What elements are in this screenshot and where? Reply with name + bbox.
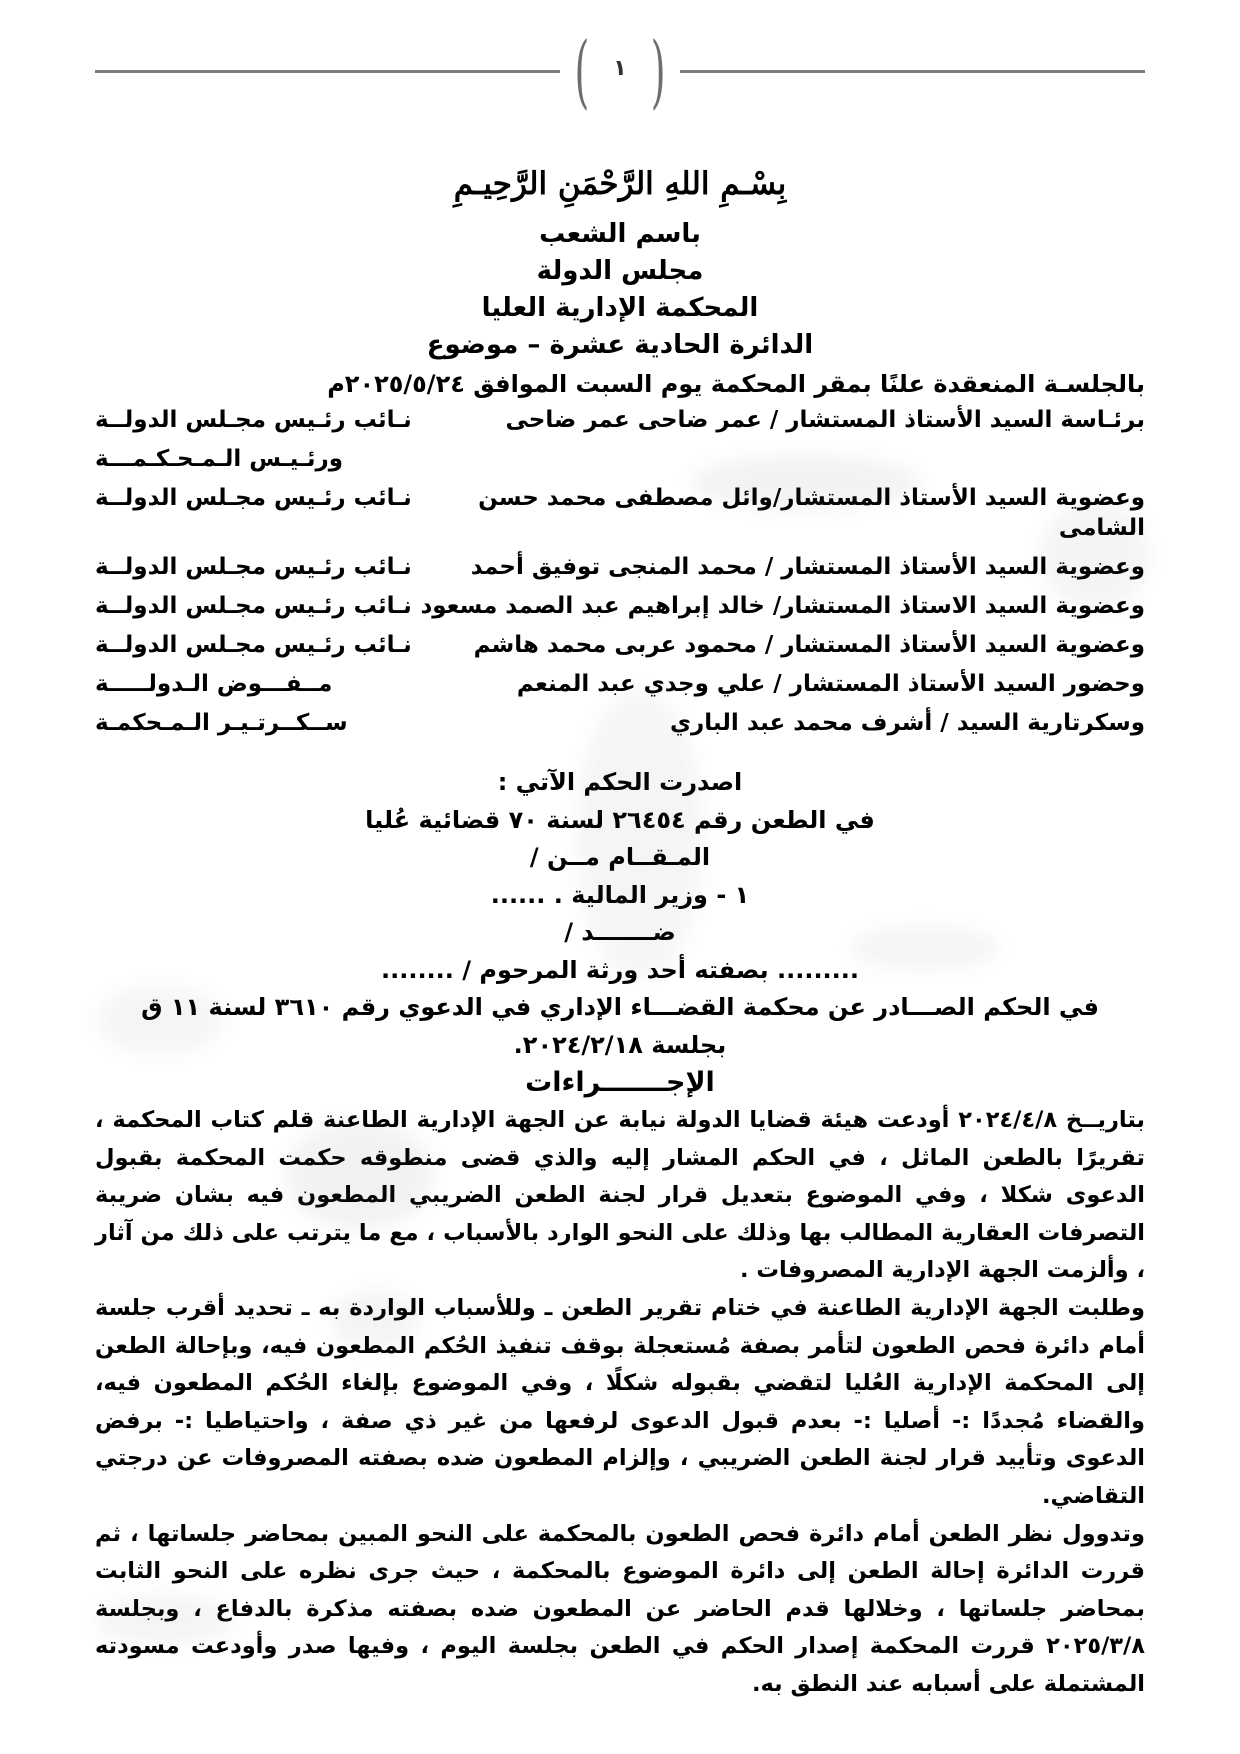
basmala: بِسْـمِ اللهِ الرَّحْمَنِ الرَّحِيـمِ xyxy=(453,166,787,202)
panel-member-role: نـائب رئـيس مجـلس الدولــة xyxy=(95,632,412,658)
procedures-paragraph-3: وتدوول نظر الطعن أمام دائرة فحص الطعون بالمحكمة على النحو المبين بمحاضر جلساتها ، ثم قررت الدائرة إحالة الطعن إلى دائرة الموضوع بالمحكمة ، حيث جرى نظره على النحو الثابت بمحاضر جلساتها ، وخلالها قدم الحاضر عن المطعون ضده بصفته مذكرة بالدفاع ، وبجلسة ٢٠٢٥/٣/٨ قررت المحكمة إصدار الحكم في الطعن بجلسة اليوم ، وفيها صدر وأودعت مسودته المشتملة على أسبابه عند النطق به. xyxy=(95,1520,1145,1697)
panel-row-member-2 xyxy=(95,552,1145,582)
appeal-number-line: في الطعن رقم ٢٦٤٥٤ لسنة ٧٠ قضائية عُليا xyxy=(365,805,875,834)
case-identification-block xyxy=(95,764,1145,1064)
panel-member-role: نـائب رئـيس مجـلس الدولــة xyxy=(95,593,412,619)
panel-member-name: وحضور السيد الأستاذ المستشار / علي وجدي عبد المنعم xyxy=(516,671,1145,697)
panel-row-court-president xyxy=(95,444,1145,474)
judgment-intro-line: اصدرت الحكم الآتي : xyxy=(497,768,743,796)
versus-line: ضـــــــد / xyxy=(564,918,676,946)
panel-member-name: وعضوية السيد الأستاذ المستشار / محمد المنجى توفيق أحمد xyxy=(470,554,1145,580)
panel-row-state-commissioner xyxy=(95,669,1145,699)
appellant-line: ١ - وزير المالية . ...... xyxy=(490,880,750,909)
panel-row-member-1 xyxy=(95,483,1145,543)
procedures-paragraph-2: وطلبت الجهة الإدارية الطاعنة في ختام تقرير الطعن ـ وللأسباب الواردة به ـ تحديد أقرب جلسة أمام دائرة فحص الطعون لتأمر بصفة مُستعجلة بوقف تنفيذ الحُكم المطعون فيه، وبإحالة الطعن إلى المحكمة الإدارية العُليا لتقضي بقبوله شكلًا ، وفي الموضوع بإلغاء الحُكم المطعون فيه، والقضاء مُجددًا :- أصليا :- بعدم قبول الدعوى لرفعها من غير ذي صفة ، واحتياطيا :- برفض الدعوى وتأييد قرار لجنة الطعن الضريبي ، وإلزام المطعون ضده بصفته المصروفات عن درجتي التقاضي. xyxy=(95,1294,1145,1509)
header-rule-right-segment xyxy=(680,70,1145,73)
panel-member-name: وسكرتارية السيد / أشرف محمد عبد الباري xyxy=(669,710,1145,736)
panel-member-name: برئـاسة السيد الأستاذ المستشار / عمر ضاحى عمر ضاحى xyxy=(505,407,1145,433)
title-state-council: مجلس الدولة xyxy=(536,256,704,286)
session-reference-line: بجلسة ٢٠٢٤/٢/١٨. xyxy=(513,1030,727,1059)
panel-member-role: مــفـــوض الـدولـــــة xyxy=(95,671,333,697)
panel-member-name: وعضوية السيد الأستاذ المستشار / محمود عربى محمد هاشم xyxy=(473,632,1145,658)
title-in-the-name-of-people: باسم الشعب xyxy=(539,219,701,249)
page-number: ١ xyxy=(613,55,627,81)
procedures-paragraph-1: بتاريــخ ٢٠٢٤/٤/٨ أودعت هيئة قضايا الدولة نيابة عن الجهة الإدارية الطاعنة قلم كتاب المحكمة ، تقريرًا بالطعن الماثل ، في الحكم المشار إليه والذي قضى منطوقه حكمت المحكمة بقبول الدعوى شكلا ، وفي الموضوع بتعديل قرار لجنة الطعن الضريبي المطعون فيه بشان ضريبة التصرفات العقارية المطالب بها وذلك على النحو الوارد بالأسباب ، مع ما يترتب على ذلك من آثار ، وألزمت الجهة الإدارية المصروفات . xyxy=(95,1107,1145,1284)
panel-row-secretary xyxy=(95,708,1145,738)
page-header-rule xyxy=(95,24,1145,118)
open-brace-ornament: ( xyxy=(574,24,590,118)
panel-row-member-4 xyxy=(95,630,1145,660)
panel-row-member-3 xyxy=(95,591,1145,621)
procedures-heading: الإجـــــــراءات xyxy=(525,1067,715,1098)
close-brace-ornament: ) xyxy=(650,24,666,118)
panel-member-role: نـائب رئـيس مجـلس الدولــة xyxy=(95,485,412,511)
judges-panel xyxy=(95,405,1145,738)
panel-member-role: نـائب رئـيس مجـلس الدولــة xyxy=(95,407,412,433)
title-circuit: الدائرة الحادية عشرة – موضوع xyxy=(426,330,814,360)
panel-member-name: وعضوية السيد الأستاذ المستشار/وائل مصطفى محمد حسن الشامى xyxy=(478,485,1145,541)
challenged-judgment-line: في الحكم الصـــادر عن محكمة القضـــاء الإداري في الدعوي رقم ٣٦١٠ لسنة ١١ ق xyxy=(141,993,1099,1021)
panel-member-name: وعضوية السيد الاستاذ المستشار/ خالد إبراهيم عبد الصمد مسعود xyxy=(420,593,1145,619)
respondent-line: ......... بصفته أحد ورثة المرحوم / ........ xyxy=(380,955,860,984)
title-supreme-administrative-court: المحكمة الإدارية العليا xyxy=(481,293,759,323)
panel-member-role: نـائب رئـيس مجـلس الدولــة xyxy=(95,554,412,580)
panel-member-role: ورئـيـس الـمـحـكـمـــة xyxy=(95,446,344,472)
filed-by-line: المـقــام مــن / xyxy=(529,843,711,871)
header-rule-left-segment xyxy=(95,70,560,73)
panel-member-role: ســكــرتـيـر الـمـحكمـة xyxy=(95,710,348,736)
panel-row-president xyxy=(95,405,1145,435)
session-date-line: بالجلسـة المنعقدة علنًا بمقر المحكمة يوم السبت الموافق ٢٠٢٥/٥/٢٤م xyxy=(327,370,1145,398)
